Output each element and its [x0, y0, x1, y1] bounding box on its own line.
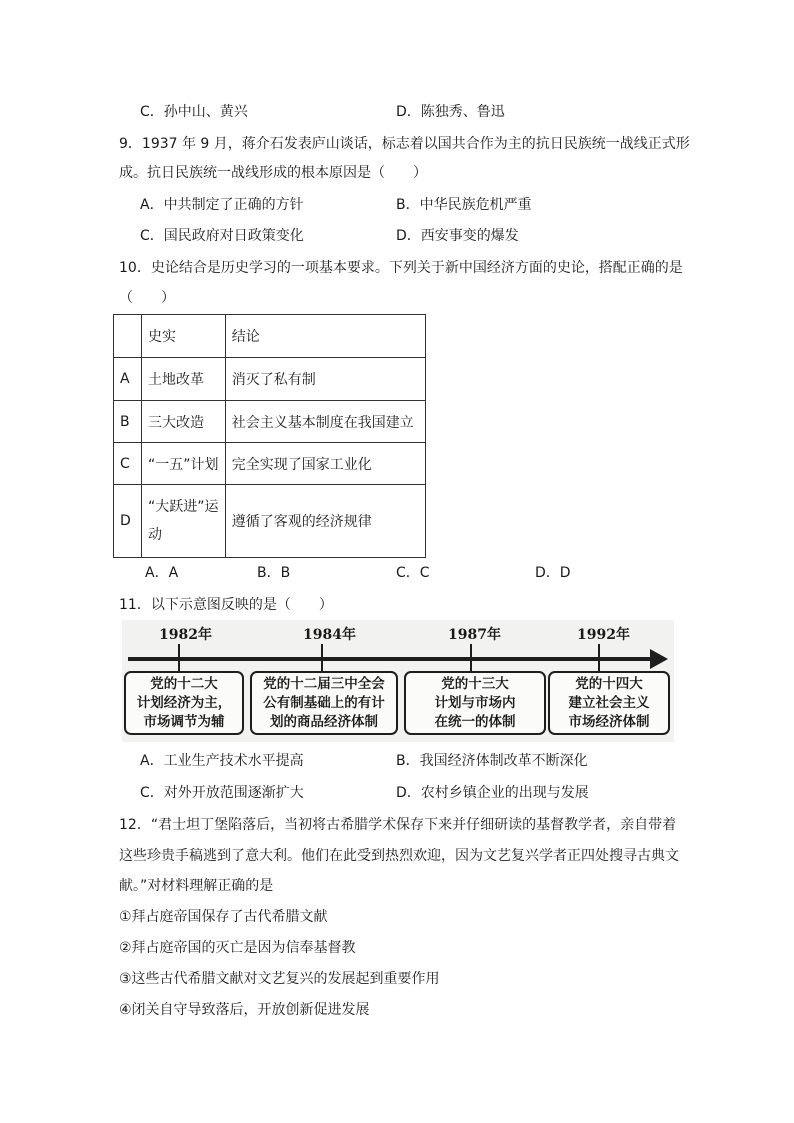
event-line: 市场经济体制 — [568, 713, 650, 730]
q10-option-b: B．B — [257, 565, 291, 581]
event-line: 划的商品经济体制 — [270, 713, 378, 730]
table-row — [114, 401, 426, 443]
q9-option-d: D．西安事变的爆发 — [396, 228, 519, 244]
event-line: 党的十二大 — [150, 675, 218, 692]
table-header-conclusion: 结论 — [225, 315, 425, 358]
timeline-event-box — [250, 671, 398, 735]
q9-option-c: C．国民政府对日政策变化 — [140, 228, 304, 244]
timeline-event-box — [404, 671, 546, 735]
q10-option-c: C．C — [396, 565, 430, 581]
timeline-axis — [128, 657, 658, 661]
row-conclusion: 遵循了客观的经济规律 — [225, 485, 425, 558]
q11-option-d: D．农村乡镇企业的出现与发展 — [396, 785, 589, 801]
q11-option-a: A．工业生产技术水平提高 — [140, 753, 304, 769]
timeline-arrow-icon — [650, 649, 668, 669]
q12-stem-line3: 献。”对材料理解正确的是 — [119, 878, 274, 894]
table-row — [114, 443, 426, 485]
q11-stem: 11．以下示意图反映的是（ ） — [119, 597, 333, 613]
timeline-event-box — [548, 671, 670, 735]
timeline-tick — [470, 644, 472, 672]
row-fact-line1: “大跃进”运 — [147, 499, 219, 515]
event-line: 在统一的体制 — [434, 713, 516, 730]
timeline-event-box — [124, 671, 244, 735]
row-label: B — [114, 401, 142, 443]
row-fact — [141, 485, 225, 558]
row-fact: 三大改造 — [141, 401, 225, 443]
timeline-year: 1992年 — [577, 627, 630, 643]
row-fact-line2: 动 — [147, 527, 162, 543]
q8-option-c: C．孙中山、黄兴 — [140, 104, 248, 120]
event-line: 计划与市场内 — [434, 694, 516, 711]
q12-item-3: ③这些古代希腊文献对文艺复兴的发展起到重要作用 — [119, 971, 440, 987]
q10-option-d: D．D — [535, 565, 571, 581]
row-fact: 土地改革 — [141, 358, 225, 401]
q10-table — [113, 314, 426, 558]
q11-option-c: C．对外开放范围逐渐扩大 — [140, 785, 304, 801]
timeline-year: 1987年 — [448, 627, 501, 643]
table-header-row — [114, 315, 426, 358]
q10-stem-line2: （ ） — [119, 290, 175, 306]
table-header-blank — [114, 315, 142, 358]
q10-stem-line1: 10．史论结合是历史学习的一项基本要求。下列关于新中国经济方面的史论，搭配正确的是 — [119, 260, 683, 276]
timeline-tick — [598, 644, 600, 672]
q12-item-1: ①拜占庭帝国保存了古代希腊文献 — [119, 909, 328, 925]
event-line: 市场调节为辅 — [143, 713, 225, 730]
row-label: D — [114, 485, 142, 558]
event-line: 党的十二届三中全会 — [263, 675, 385, 692]
event-line: 公有制基础上的有计 — [263, 694, 385, 711]
event-line: 建立社会主义 — [568, 694, 650, 711]
table-row — [114, 358, 426, 401]
q12-item-4: ④闭关自守导致落后，开放创新促进发展 — [119, 1002, 370, 1018]
row-fact: “一五”计划 — [141, 443, 225, 485]
table-row — [114, 485, 426, 558]
q12-stem-line1: 12．“君士坦丁堡陷落后，当初将古希腊学术保存下来并仔细研读的基督教学者，亲自带着 — [119, 817, 677, 833]
timeline-year: 1984年 — [303, 627, 356, 643]
q11-option-b: B．我国经济体制改革不断深化 — [396, 753, 588, 769]
q9-stem-line2: 成。抗日民族统一战线形成的根本原因是（ ） — [119, 165, 427, 181]
event-line: 计划经济为主， — [136, 694, 232, 711]
q9-option-b: B．中华民族危机严重 — [396, 197, 532, 213]
row-conclusion: 社会主义基本制度在我国建立 — [225, 401, 425, 443]
event-line: 党的十三大 — [441, 675, 509, 692]
timeline-year: 1982年 — [159, 627, 212, 643]
row-conclusion: 完全实现了国家工业化 — [225, 443, 425, 485]
table-header-fact: 史实 — [141, 315, 225, 358]
row-label: C — [114, 443, 142, 485]
q10-option-a: A．A — [145, 565, 179, 581]
q9-option-a: A．中共制定了正确的方针 — [140, 197, 304, 213]
q12-stem-line2: 这些珍贵手稿逃到了意大利。他们在此受到热烈欢迎，因为文艺复兴学者正四处搜寻古典文 — [119, 848, 679, 864]
timeline-tick — [321, 644, 323, 672]
row-label: A — [114, 358, 142, 401]
reform-timeline — [122, 620, 674, 742]
row-conclusion: 消灭了私有制 — [225, 358, 425, 401]
q8-option-d: D．陈独秀、鲁迅 — [396, 104, 505, 120]
q12-item-2: ②拜占庭帝国的灭亡是因为信奉基督教 — [119, 940, 356, 956]
q9-stem-line1: 9．1937 年 9 月，蒋介石发表庐山谈话，标志着以国共合作为主的抗日民族统一战线正式形 — [119, 136, 690, 152]
event-line: 党的十四大 — [575, 675, 643, 692]
timeline-tick — [178, 644, 180, 672]
